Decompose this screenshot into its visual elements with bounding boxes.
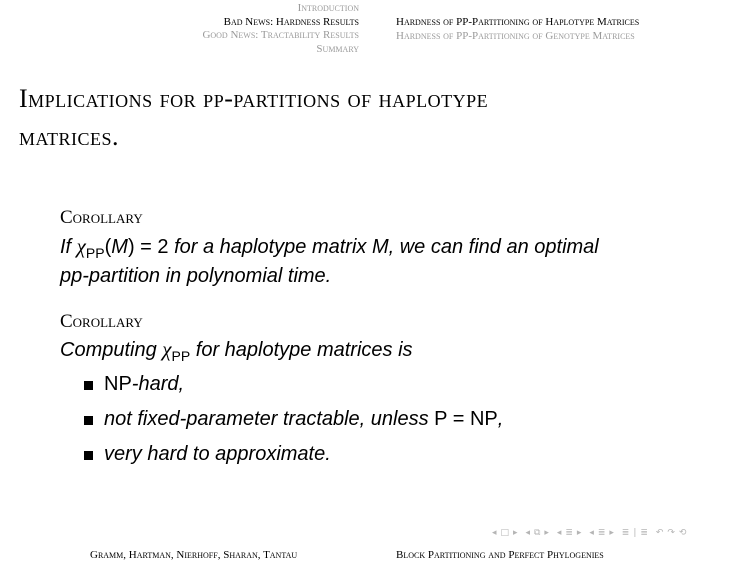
- c1-m: M: [111, 236, 128, 258]
- footer-authors: Gramm, Hartman, Nierhoff, Sharan, Tantau: [90, 549, 298, 561]
- subsection-navigation: [396, 16, 746, 43]
- nav-prev-slide-icon[interactable]: ◂: [525, 528, 531, 538]
- c2-chi-subscript: PP: [171, 348, 191, 364]
- b3-text: very hard to approximate.: [104, 443, 331, 465]
- c1-if: If: [60, 236, 77, 258]
- frame-title-line2: matrices.: [19, 122, 120, 151]
- bullet-item-fpt: [82, 404, 503, 439]
- nav-next-frame-icon[interactable]: ▸: [513, 528, 519, 538]
- b2-text: not fixed-parameter tractable, unless: [104, 408, 435, 430]
- nav-section-icon[interactable]: ≣: [597, 528, 607, 538]
- nav-prev-section-icon[interactable]: ◂: [589, 528, 595, 538]
- nav-subsection-haplotype[interactable]: Hardness of PP-Partitioning of Haplotype Matrices: [396, 16, 640, 28]
- c1-equals: ) = 2: [127, 236, 169, 258]
- nav-next-slide-icon[interactable]: ▸: [544, 528, 550, 538]
- frame-title: [19, 80, 719, 156]
- frame-title-line1: Implications for pp-partitions of haplotype: [19, 84, 489, 113]
- c2-pre: Computing: [60, 339, 163, 361]
- nav-section-summary[interactable]: Summary: [316, 42, 359, 55]
- nav-section-introduction[interactable]: Introduction: [297, 2, 359, 14]
- nav-search-icon[interactable]: ⟲: [678, 528, 688, 538]
- c2-chi-symbol: χ: [162, 337, 172, 361]
- b2-comma: ,: [497, 408, 504, 430]
- b1-hard: -hard,: [131, 373, 185, 395]
- corollary2-heading: Corollary: [60, 311, 143, 332]
- bullet-item-approx: [82, 439, 503, 474]
- nav-document-icon[interactable]: ≣: [621, 528, 631, 538]
- nav-next-subsection-icon[interactable]: ▸: [576, 528, 583, 538]
- beamer-navigation-symbols: [492, 528, 690, 538]
- nav-frame-icon[interactable]: □: [500, 528, 511, 538]
- nav-subsection-genotype[interactable]: Hardness of PP-Partitioning of Genotype Matrices: [396, 29, 635, 42]
- c1-rest: for a haplotype matrix M, we can find an optimal: [168, 236, 599, 258]
- b1-np: NP: [104, 373, 132, 395]
- b2-p-np: P = NP: [434, 408, 498, 430]
- c1-paren: (: [104, 236, 112, 258]
- nav-forward-icon[interactable]: ↷: [667, 528, 676, 538]
- nav-section-good-news[interactable]: Good News: Tractability Results: [202, 29, 359, 42]
- c1-chi-subscript: PP: [85, 245, 105, 261]
- corollary2-bullet-list: [82, 369, 503, 474]
- bullet-square-icon: [84, 381, 93, 390]
- nav-appendix-icon[interactable]: ≣: [640, 528, 649, 538]
- nav-subsection-icon[interactable]: ≣: [565, 528, 574, 538]
- footer-talk-title: Block Partitioning and Perfect Phylogenies: [396, 549, 604, 561]
- nav-prev-frame-icon[interactable]: ◂: [492, 528, 498, 538]
- nav-next-section-icon[interactable]: ▸: [609, 528, 615, 538]
- bullet-square-icon: [84, 451, 93, 460]
- corollary1-line1: [60, 232, 740, 262]
- nav-section-bad-news[interactable]: Bad News: Hardness Results: [223, 15, 359, 28]
- corollary1-line2: pp-partition in polynomial time.: [60, 265, 332, 287]
- nav-slide-icon[interactable]: ⧉: [533, 528, 542, 538]
- corollary2-body: [60, 335, 740, 365]
- c2-post: for haplotype matrices is: [190, 339, 413, 361]
- bullet-square-icon: [84, 416, 93, 425]
- nav-back-icon[interactable]: ↶: [655, 528, 665, 538]
- bullet-item-np-hard: [82, 369, 503, 404]
- section-navigation: [19, 2, 359, 56]
- corollary1-heading: Corollary: [60, 207, 143, 228]
- corollary1-body: [60, 232, 740, 290]
- nav-separator-icon: |: [633, 528, 638, 538]
- nav-prev-subsection-icon[interactable]: ◂: [556, 528, 563, 538]
- c1-chi-symbol: χ: [76, 234, 86, 258]
